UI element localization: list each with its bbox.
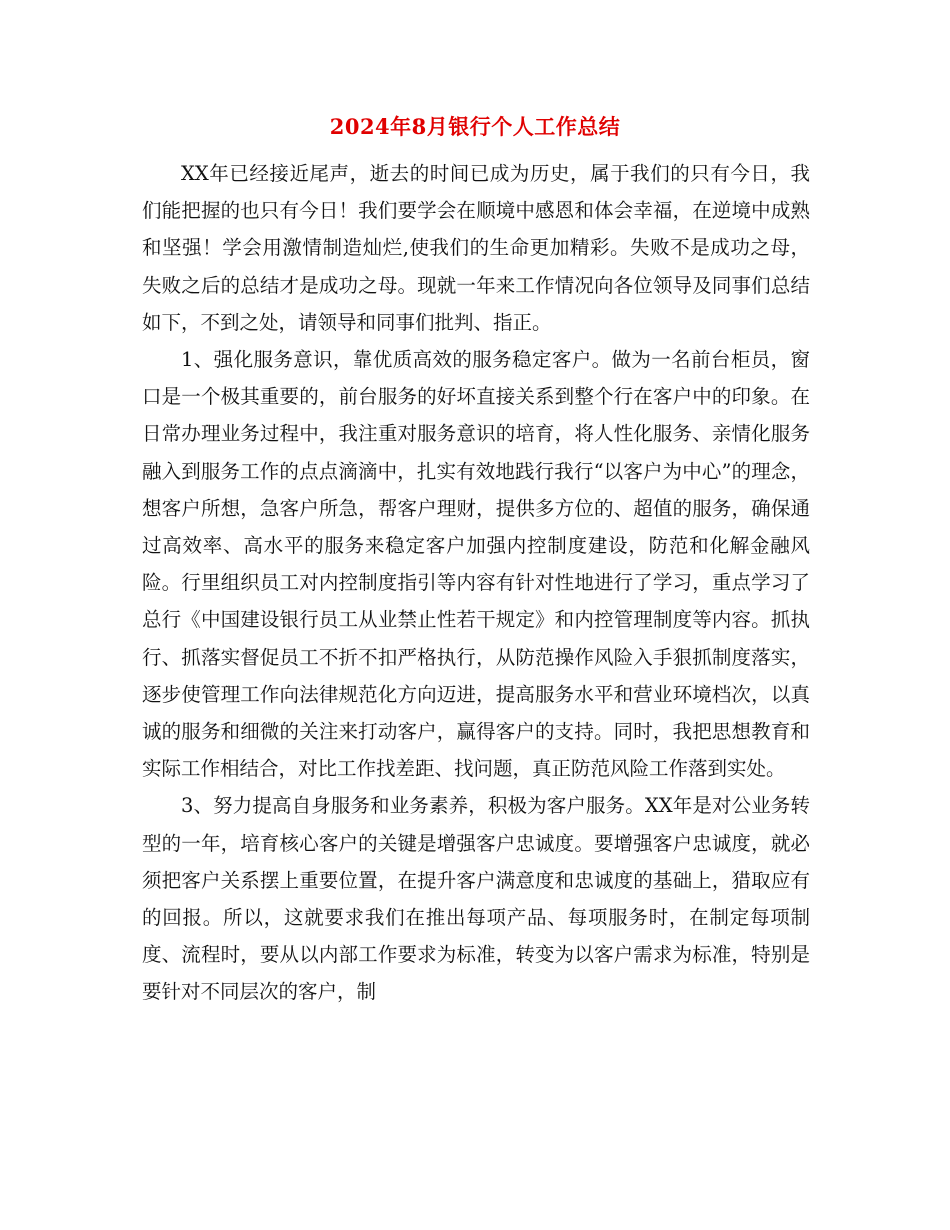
paragraph-professional: 3、努力提高自身服务和业务素养，积极为客户服务。XX年是对公业务转型的一年，培育核心客户的关键是增强客户忠诚度。要增强客户忠诚度，就必须把客户关系摆上重要位置，在提升客户满意度和忠诚度的基础上，猎取应有的回报。所以，这就要求我们在推出每项产品、每项服务时，在制定每项制度、流程时，要从以内部工作要求为标准，转变为以客户需求为标准，特别是要针对不同层次的客户，制 xyxy=(142,794,810,1004)
document-body xyxy=(142,155,810,1011)
document-title: 2024年8月银行个人工作总结 xyxy=(329,114,621,139)
paragraph-service: 1、强化服务意识，靠优质高效的服务稳定客户。做为一名前台柜员，窗口是一个极其重要的，前台服务的好坏直接关系到整个行在客户中的印象。在日常办理业务过程中，我注重对服务意识的培育，将人性化服务、亲情化服务融入到服务工作的点点滴滴中，扎实有效地践行我行“以客户为中心”的理念，想客户所想，急客户所急，帮客户理财，提供多方位的、超值的服务，确保通过高效率、高水平的服务来稳定客户加强内控制度建设，防范和化解金融风险。行里组织员工对内控制度指引等内容有针对性地进行了学习，重点学习了总行《中国建设银行员工从业禁止性若干规定》和内控管理制度等内容。抓执行、抓落实督促员工不折不扣严格执行，从防范操作风险入手狠抓制度落实，逐步使管理工作向法律规范化方向迈进，提高服务水平和营业环境档次，以真诚的服务和细微的关注来打动客户，赢得客户的支持。同时，我把思想教育和实际工作相结合，对比工作找差距、找问题，真正防范风险工作落到实处。 xyxy=(142,348,810,781)
paragraph-intro: XX年已经接近尾声，逝去的时间已成为历史，属于我们的只有今日，我们能把握的也只有今日！我们要学会在顺境中感恩和体会幸福，在逆境中成熟和坚强！学会用激情制造灿烂,使我们的生命更加精彩。失败不是成功之母，失败之后的总结才是成功之母。现就一年来工作情况向各位领导及同事们总结如下，不到之处，请领导和同事们批判、指正。 xyxy=(142,162,810,334)
